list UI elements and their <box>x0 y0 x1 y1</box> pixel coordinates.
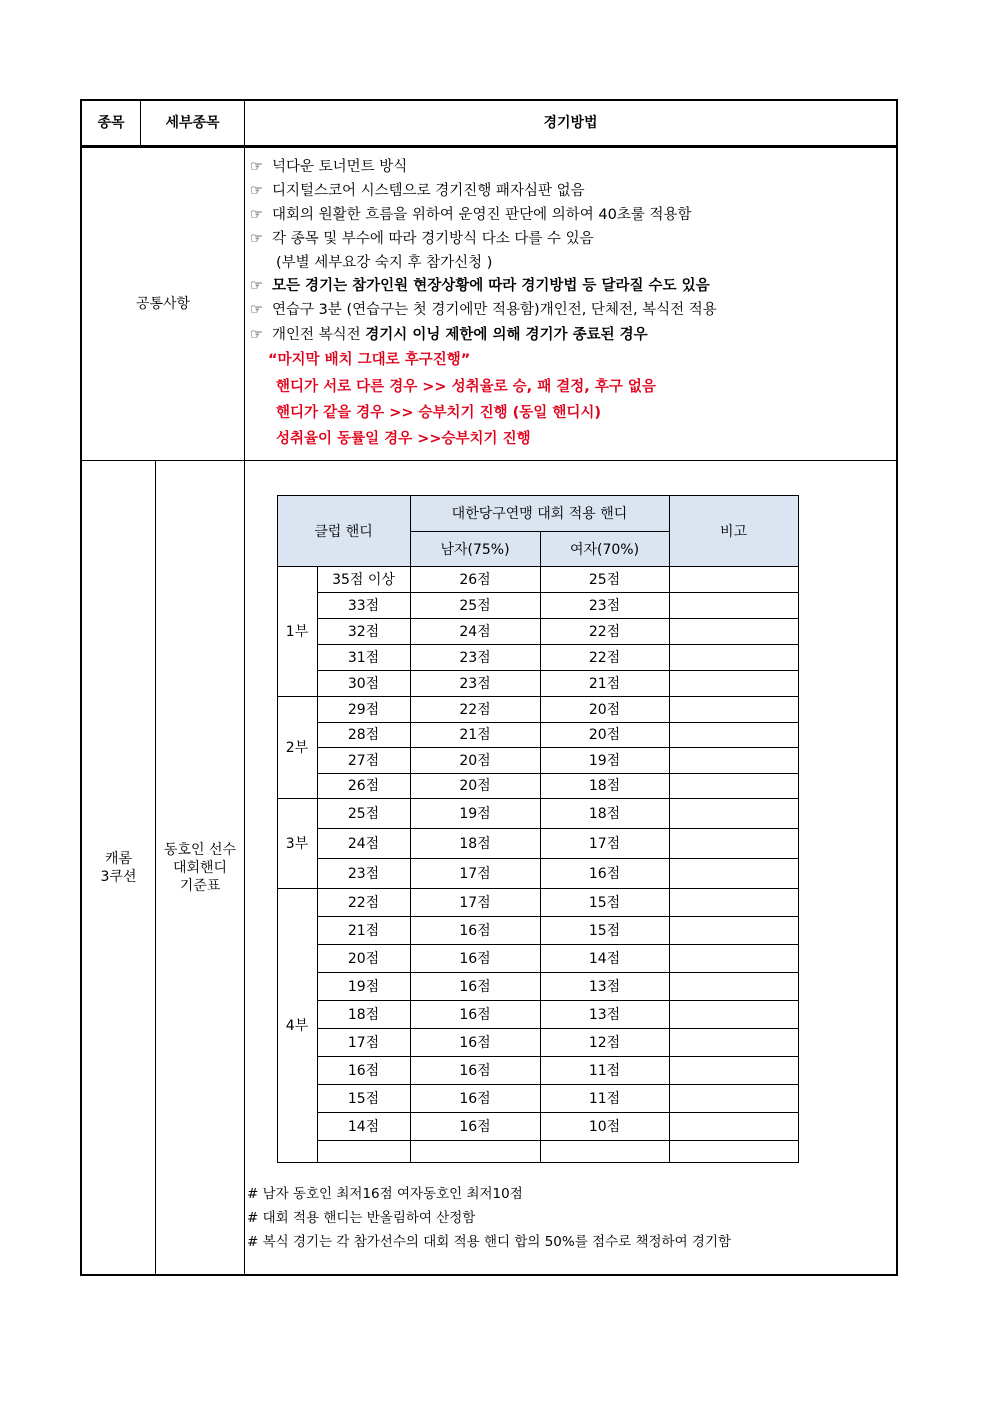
table-hline <box>317 1056 799 1057</box>
table-cell-female: 20점 <box>588 727 621 744</box>
table-cell-male: 16점 <box>459 1063 491 1079</box>
table-hline <box>317 1028 799 1029</box>
rule-line <box>250 276 710 296</box>
table-cell-male: 20점 <box>459 752 491 769</box>
pointing-hand-icon: ☞ <box>250 207 263 223</box>
table-vline <box>317 566 318 1163</box>
pointing-hand-icon: ☞ <box>250 327 263 343</box>
rule-text: 디지털스코어 시스템으로 경기진행 패자심판 없음 <box>272 183 585 199</box>
table-hline <box>277 1162 799 1163</box>
table-cell-club: 29점 <box>347 701 380 718</box>
rule-line <box>250 157 407 177</box>
header-male: 남자(75%) <box>440 541 510 558</box>
table-cell-club: 26점 <box>347 778 380 795</box>
table-hline <box>277 798 799 799</box>
table-cell-female: 22점 <box>588 624 621 640</box>
table-cell-club: 24점 <box>347 836 380 852</box>
table-cell-female: 14점 <box>588 951 621 967</box>
table-hline <box>317 828 799 829</box>
table-hline <box>317 618 799 619</box>
table-cell-club: 25점 <box>347 806 380 822</box>
table-cell-female: 21점 <box>588 676 621 692</box>
header-female: 여자(70%) <box>569 541 640 558</box>
table-cell-female: 10점 <box>588 1119 621 1135</box>
pointing-hand-icon: ☞ <box>250 278 263 294</box>
table-cell-club: 20점 <box>347 951 380 967</box>
table-hline <box>277 495 799 496</box>
group-label: 4부 <box>285 1018 309 1034</box>
header-detail: 세부종목 <box>165 115 220 131</box>
table-cell-club: 19점 <box>347 979 380 995</box>
table-cell-female: 16점 <box>588 866 621 882</box>
pointing-hand-icon: ☞ <box>250 302 263 318</box>
table-cell-female: 12점 <box>588 1035 621 1051</box>
table-cell-club: 15점 <box>347 1091 380 1107</box>
rule-line <box>250 300 717 320</box>
table-cell-male: 20점 <box>459 778 491 795</box>
table-hline <box>317 944 799 945</box>
rule-text: 개인전 복식전 <box>272 327 366 343</box>
table-vline <box>410 495 411 1163</box>
table-cell-male: 17점 <box>459 895 491 911</box>
table-hline <box>317 1000 799 1001</box>
table-cell-club: 14점 <box>347 1119 380 1135</box>
table-cell-male: 23점 <box>459 650 491 666</box>
rule-line <box>250 181 585 201</box>
group-label: 3부 <box>285 836 309 852</box>
rule-text: 넉다운 토너먼트 방식 <box>272 159 408 175</box>
table-cell-female: 17점 <box>588 836 621 852</box>
outer-bottom-border <box>80 1274 898 1276</box>
table-cell-male: 16점 <box>459 979 491 995</box>
table-cell-club <box>317 1140 410 1162</box>
table-cell-female: 11점 <box>588 1063 621 1079</box>
table-cell-female: 11점 <box>588 1091 621 1107</box>
table-cell-female: 15점 <box>588 895 621 911</box>
table-cell-club: 30점 <box>347 676 380 692</box>
table-cell-female <box>540 1140 669 1162</box>
table-cell-club: 16점 <box>347 1063 380 1079</box>
table-cell-female: 20점 <box>588 701 621 718</box>
table-cell-male: 16점 <box>459 923 491 939</box>
rule-line <box>268 350 470 370</box>
header-method: 경기방법 <box>543 115 598 131</box>
table-cell-female: 19점 <box>588 752 621 769</box>
table-cell-male: 16점 <box>459 1035 491 1051</box>
table-cell-female: 23점 <box>588 598 621 614</box>
table-cell-male: 19점 <box>459 806 491 822</box>
detail-label: 동호인 선수 대회핸디 기준표 <box>163 841 237 894</box>
rule-text: “마지막 배치 그대로 후구진행” <box>268 352 471 368</box>
table-hline <box>317 644 799 645</box>
table-cell-male <box>410 1140 540 1162</box>
pointing-hand-icon: ☞ <box>250 159 263 175</box>
table-cell-club: 28점 <box>347 727 380 744</box>
table-cell-male: 21점 <box>459 727 491 744</box>
table-cell-male: 16점 <box>459 1007 491 1023</box>
group-label: 2부 <box>285 740 309 756</box>
rule-line <box>250 325 648 345</box>
table-cell-female: 18점 <box>588 806 621 822</box>
rule-text: 핸디가 같을 경우 >> 승부치기 진행 (동일 핸디시) <box>276 405 602 421</box>
table-cell-female: 15점 <box>588 923 621 939</box>
table-cell-male: 26점 <box>459 572 491 588</box>
rule-text: 대회의 원활한 흐름을 위하여 운영진 판단에 의하여 40초룰 적용함 <box>272 207 692 223</box>
rule-line <box>250 229 594 249</box>
rule-line <box>276 377 656 397</box>
header-note: 비고 <box>719 523 748 540</box>
table-cell-female: 18점 <box>588 778 621 795</box>
note-line: # 남자 동호인 최저16점 여자동호인 최저10점 <box>247 1186 523 1202</box>
table-cell-female: 13점 <box>588 979 621 995</box>
table-hline <box>317 1112 799 1113</box>
table-cell-male: 16점 <box>459 951 491 967</box>
table-hline <box>277 566 799 567</box>
table-cell-club: 33점 <box>347 598 380 614</box>
table-cell-club: 31점 <box>347 650 380 666</box>
table-hline <box>277 696 799 697</box>
note-line: # 복식 경기는 각 참가선수의 대회 적용 핸디 합의 50%를 점수로 책정하여 경기함 <box>247 1234 732 1250</box>
table-cell-male: 22점 <box>459 701 491 718</box>
table-hline <box>317 670 799 671</box>
table-cell-female: 25점 <box>588 572 621 588</box>
note-line: # 대회 적용 핸디는 반올림하여 산정함 <box>247 1210 476 1226</box>
table-cell-club: 17점 <box>347 1035 380 1051</box>
table-cell-male: 25점 <box>459 598 491 614</box>
table-hline <box>317 592 799 593</box>
table-hline <box>317 773 799 774</box>
table-cell-male: 16점 <box>459 1091 491 1107</box>
table-vline <box>669 495 670 1163</box>
table-cell-female: 13점 <box>588 1007 621 1023</box>
group-label: 1부 <box>285 624 309 640</box>
table-vline <box>277 495 278 1163</box>
table-cell-club: 22점 <box>347 895 380 911</box>
table-hline <box>317 1140 799 1141</box>
rule-line <box>276 253 492 273</box>
rule-text: 각 종목 및 부수에 따라 경기방식 다소 다를 수 있음 <box>272 231 594 247</box>
outer-right-border <box>896 99 898 1276</box>
table-cell-male: 16점 <box>459 1119 491 1135</box>
table-cell-club: 23점 <box>347 866 380 882</box>
rule-line <box>276 429 531 449</box>
event-label: 캐롬 3쿠션 <box>100 850 137 885</box>
table-cell-female: 22점 <box>588 650 621 666</box>
table-vline <box>798 495 799 1163</box>
common-label: 공통사항 <box>135 296 191 312</box>
pointing-hand-icon: ☞ <box>250 183 263 199</box>
table-hline <box>317 747 799 748</box>
header-event: 종목 <box>97 115 125 131</box>
table-cell-male: 23점 <box>459 676 491 692</box>
rule-text-bold: 경기시 이닝 제한에 의해 경기가 종료된 경우 <box>365 327 648 343</box>
table-hline <box>317 858 799 859</box>
table-cell-male: 17점 <box>459 866 491 882</box>
rule-line <box>276 403 601 423</box>
table-cell-club: 21점 <box>347 923 380 939</box>
pointing-hand-icon: ☞ <box>250 231 263 247</box>
rule-text: 핸디가 서로 다른 경우 >> 성취율로 승, 패 결정, 후구 없음 <box>276 379 656 395</box>
rule-line <box>250 205 692 225</box>
table-hline <box>317 972 799 973</box>
rule-text: 연습구 3분 (연습구는 첫 경기에만 적용함)개인전, 단체전, 복식전 적용 <box>272 302 717 318</box>
table-hline <box>317 916 799 917</box>
table-hline <box>317 1084 799 1085</box>
table-cell-male: 24점 <box>459 624 491 640</box>
header-association-handicap: 대한당구연맹 대회 적용 핸디 <box>451 506 628 522</box>
table-vline <box>540 531 541 1163</box>
rule-text: 모든 경기는 참가인원 현장상황에 따라 경기방법 등 달라질 수도 있음 <box>272 278 710 294</box>
table-hline <box>317 722 799 723</box>
table-cell-male: 18점 <box>459 836 491 852</box>
rule-text: (부별 세부요강 숙지 후 참가신청 ) <box>276 255 493 271</box>
table-cell-club: 32점 <box>347 624 380 640</box>
table-hline <box>277 888 799 889</box>
table-cell-club: 27점 <box>347 752 380 769</box>
col2-divider <box>244 99 245 1276</box>
table-cell-club: 35점 이상 <box>332 572 395 588</box>
table-cell-club: 18점 <box>347 1007 380 1023</box>
rule-text: 성취율이 동률일 경우 >>승부치기 진행 <box>276 431 531 447</box>
header-club-handicap: 클럽 핸디 <box>314 523 373 540</box>
